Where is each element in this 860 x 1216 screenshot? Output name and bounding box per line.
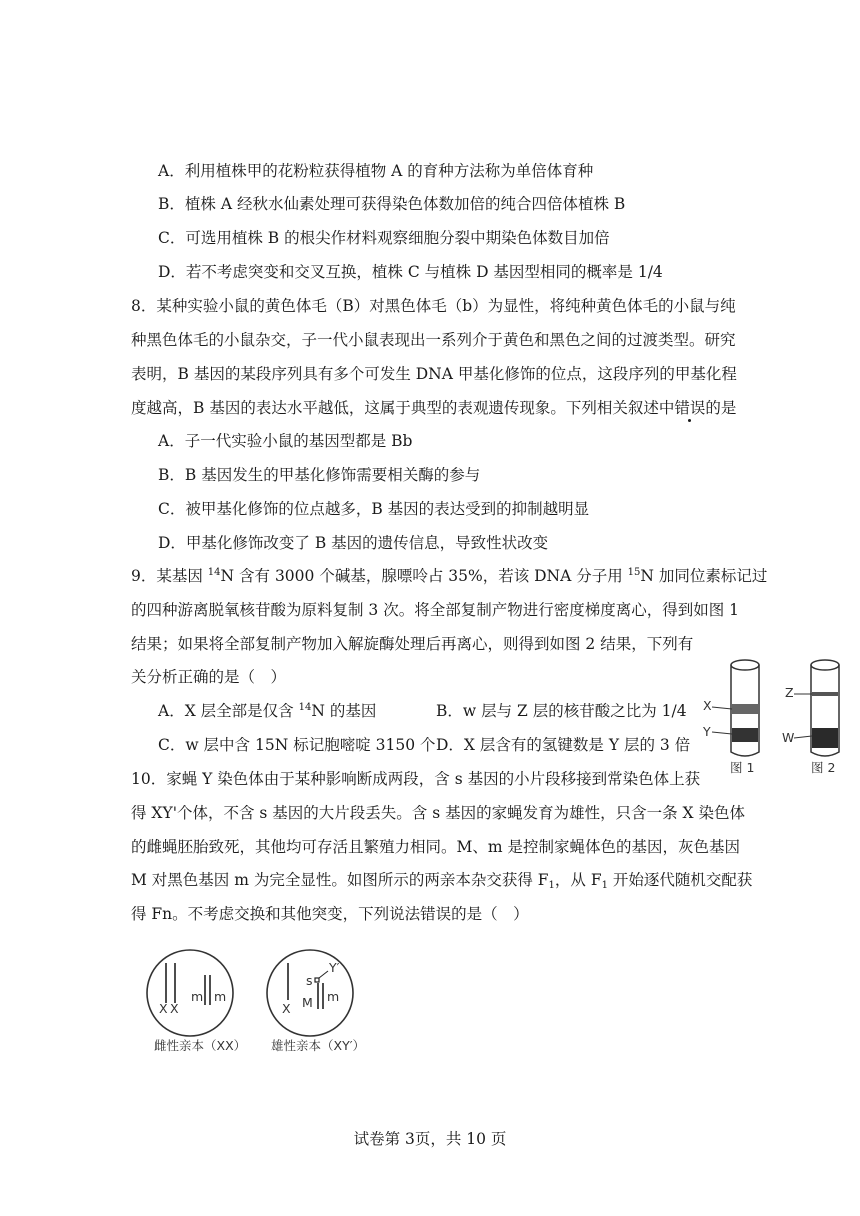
- q8-option-a: A．子一代实验小鼠的基因型都是 Bb: [158, 432, 413, 450]
- male-label-small-m: m: [327, 989, 340, 1004]
- q10-text: M 对黑色基因 m 为完全显性。如图所示的两亲本杂交获得 F: [131, 871, 549, 889]
- fig2-label-z: Z: [785, 685, 794, 700]
- q9-stem-line-2: 的四种游离脱氧核苷酸为原料复制 3 次。将全部复制产物进行密度梯度离心，得到如图 1: [131, 601, 740, 619]
- q9-option-b: B．w 层与 Z 层的核苷酸之比为 1/4: [436, 702, 687, 720]
- q7-option-c: C．可选用植株 B 的根尖作材料观察细胞分裂中期染色体数目加倍: [158, 229, 610, 247]
- q9-option-c: C．w 层中含 15N 标记胞嘧啶 3150 个: [158, 736, 436, 754]
- q9-stem-line-3: 结果；如果将全部复制产物加入解旋酶处理后再离心，则得到如图 2 结果，下列有: [131, 635, 694, 653]
- q8-option-d: D．甲基化修饰改变了 B 基因的遗传信息，导致性状改变: [158, 534, 549, 552]
- q10-stem-line-1: 10．家蝇 Y 染色体由于某种影响断成两段，含 s 基因的小片段移接到常染色体上获: [131, 770, 701, 788]
- q10-subscript: 1: [548, 880, 555, 891]
- male-label-x: X: [282, 1001, 291, 1016]
- z-band: [812, 692, 838, 696]
- w-band: [812, 728, 838, 748]
- page-footer: 试卷第 3页，共 10 页: [353, 1130, 507, 1148]
- fig1-label-x: X: [703, 698, 712, 713]
- female-label-x1: X: [159, 1001, 168, 1016]
- fig2-label-w: W: [782, 730, 795, 745]
- q10-stem-line-2: 得 XY'个体，不含 s 基因的大片段丢失。含 s 基因的家蝇发育为雄性，只含一条 X 染色体: [131, 804, 745, 822]
- q9-option-a-superscript: 14: [298, 702, 312, 713]
- male-label-big-m: M: [302, 995, 313, 1010]
- q10-stem-line-5: 得 Fn。不考虑交换和其他突变，下列说法错误的是（ ）: [131, 905, 529, 923]
- q9-text: N 加同位素标记过: [640, 567, 768, 585]
- q9-text: 9．某基因: [131, 567, 208, 585]
- male-label-s: s: [306, 973, 313, 988]
- q10-text: 开始逐代随机交配获: [607, 871, 753, 889]
- male-parent-cell: [267, 950, 365, 1053]
- male-caption: 雄性亲本（XY′）: [271, 1038, 366, 1053]
- x-band: [732, 704, 758, 714]
- q8-stem-line-2: 种黑色体毛的小鼠杂交，子一代小鼠表现出一系列介于黄色和黑色之间的过渡类型。研究: [131, 331, 736, 349]
- q8-emphasis-wrong: 错误: [674, 399, 706, 417]
- fig2-caption: 图 2: [811, 760, 836, 775]
- q9-superscript-14: 14: [207, 567, 221, 578]
- q9-stem-line-1: [131, 566, 768, 586]
- q7-option-b: B．植株 A 经秋水仙素处理可获得染色体数加倍的纯合四倍体植株 B: [158, 195, 626, 213]
- q10-figure-parents: [140, 945, 380, 1060]
- female-label-x2: X: [170, 1001, 179, 1016]
- female-label-m2: m: [214, 989, 227, 1004]
- q8-option-c: C．被甲基化修饰的位点越多，B 基因的表达受到的抑制越明显: [158, 500, 590, 518]
- q10-stem-line-3: 的雌蝇胚胎致死，其他均可存活且繁殖力相同。M、m 是控制家蝇体色的基因，灰色基因: [131, 838, 740, 856]
- q8-option-b: B．B 基因发生的甲基化修饰需要相关酶的参与: [158, 466, 481, 484]
- female-label-m1: m: [191, 989, 204, 1004]
- figure-1-tube: [702, 660, 759, 775]
- q9-figure-tubes: [690, 652, 860, 782]
- q7-option-d: D．若不考虑突变和交叉互换，植株 C 与植株 D 基因型相同的概率是 1/4: [158, 263, 663, 281]
- y-band: [732, 728, 758, 742]
- q9-option-d: D．X 层含有的氢键数是 Y 层的 3 倍: [436, 736, 691, 754]
- q8-stem-line-4: [131, 398, 737, 418]
- q10-subscript: 1: [601, 880, 608, 891]
- q9-text: N 含有 3000 个碱基，腺嘌呤占 35%，若该 DNA 分子用: [220, 567, 628, 585]
- q9-option-a-text: A．X 层全部是仅含: [158, 702, 299, 720]
- q7-option-a: A．利用植株甲的花粉粒获得植物 A 的育种方法称为单倍体育种: [158, 162, 594, 180]
- q9-stem-line-4: 关分析正确的是（ ）: [131, 668, 287, 686]
- female-parent-cell: [147, 950, 246, 1053]
- q8-stem-tail: 的是: [705, 399, 737, 417]
- q8-stem-text: 度越高，B 基因的表达水平越低，这属于典型的表观遗传现象。下列相关叙述中: [131, 399, 675, 417]
- q10-stem-line-4: [131, 870, 753, 891]
- female-caption: 雌性亲本（XX）: [154, 1038, 247, 1053]
- q9-superscript-15: 15: [627, 567, 641, 578]
- male-label-y-prime: Y′: [329, 960, 340, 975]
- q9-option-a-tail: N 的基因: [311, 702, 377, 720]
- fig1-label-y: Y: [703, 724, 711, 739]
- fig1-caption: 图 1: [730, 760, 755, 775]
- q8-stem-line-1: 8．某种实验小鼠的黄色体毛（B）对黑色体毛（b）为显性，将纯种黄色体毛的小鼠与纯: [131, 297, 736, 315]
- q8-stem-line-3: 表明，B 基因的某段序列具有多个可发生 DNA 甲基化修饰的位点，这段序列的甲基化程: [131, 365, 737, 383]
- q10-text: ，从 F: [554, 871, 602, 889]
- figure-2-tube: [782, 660, 839, 775]
